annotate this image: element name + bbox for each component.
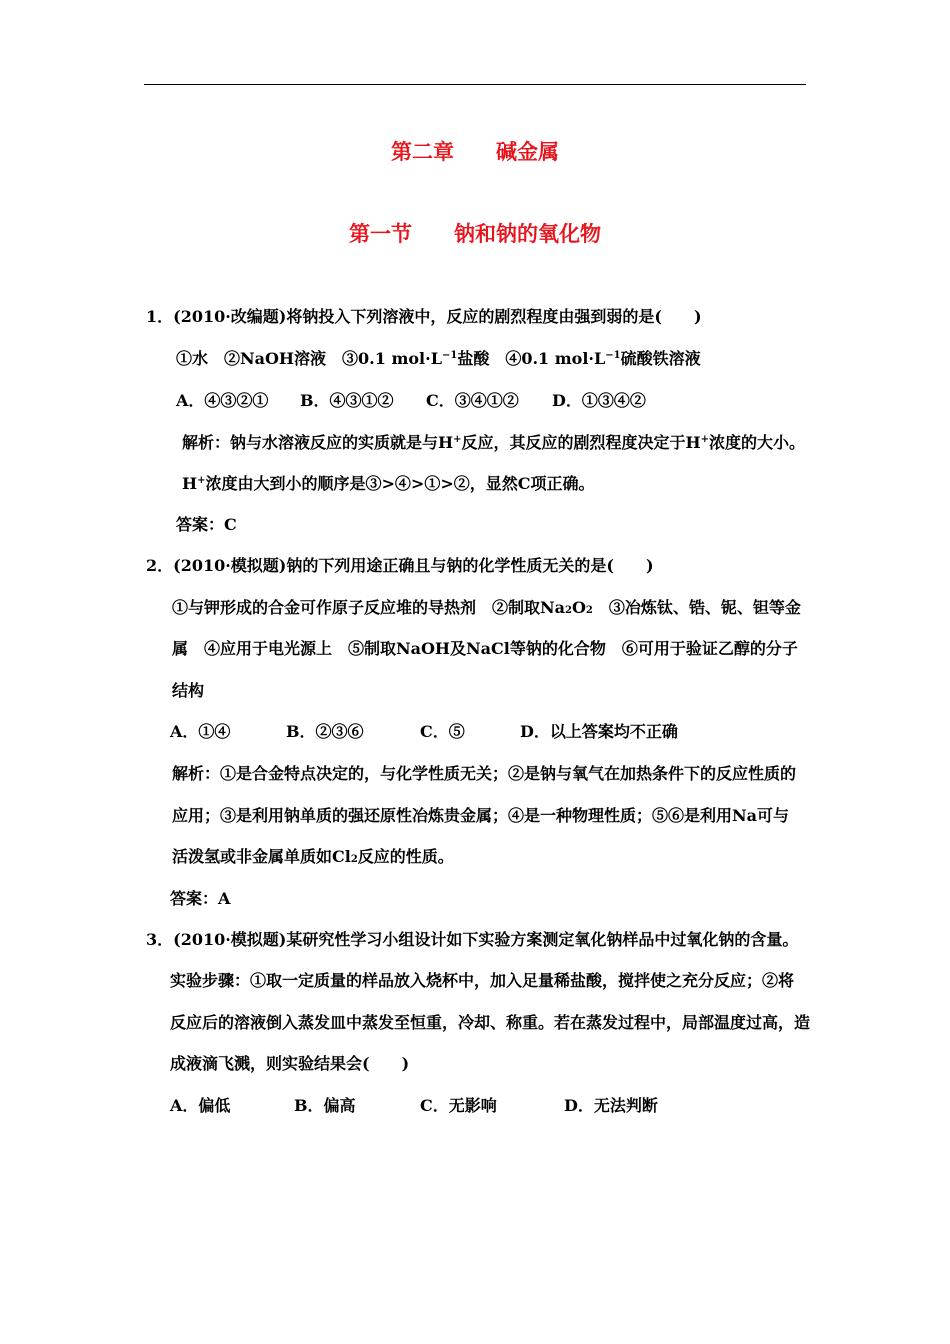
q3-stem: 3．(2010·模拟题)某研究性学习小组设计如下实验方案测定氧化钠样品中过氧化钠的含量。 bbox=[146, 930, 799, 949]
q1-plus-sup: + bbox=[197, 475, 206, 486]
q2-option-c: C．⑤ bbox=[420, 722, 465, 741]
q1-items-part3: 硫酸铁溶液 bbox=[620, 349, 701, 368]
q2-analysis-line3 bbox=[172, 846, 454, 868]
q2-option-d: D．以上答案均不正确 bbox=[520, 722, 678, 741]
q2-items-line3: 结构 bbox=[172, 681, 205, 700]
q3-option-a: A．偏低 bbox=[170, 1096, 231, 1115]
q3-option-d: D．无法判断 bbox=[564, 1096, 658, 1115]
q2-option-a: A．①④ bbox=[170, 722, 231, 741]
q2-analysis3-text-b: 反应的性质。 bbox=[357, 847, 454, 866]
q1-option-d: D．①③④② bbox=[552, 391, 646, 410]
q2-items1-sub1: 2 bbox=[565, 605, 572, 616]
q1-items-sup2: −1 bbox=[605, 350, 621, 361]
q2-items1-sub2: 2 bbox=[585, 605, 593, 616]
q1-answer: 答案：C bbox=[176, 515, 237, 534]
q2-items1-text-b: O bbox=[571, 598, 586, 617]
q1-plus-sup: + bbox=[700, 434, 710, 445]
q1-items bbox=[176, 348, 701, 370]
q1-stem: 1．(2010·改编题)将钠投入下列溶液中，反应的剧烈程度由强到弱的是( ) bbox=[146, 307, 702, 326]
q2-option-b: B．②③⑥ bbox=[286, 722, 364, 741]
q2-items1-text-a: ①与钾形成的合金可作原子反应堆的导热剂 ②制取Na bbox=[172, 598, 565, 617]
q1-items-part2: 盐酸 ④0.1 mol·L bbox=[457, 349, 606, 368]
q1-analysis2-text-a: H bbox=[182, 474, 198, 493]
q1-plus-sup: + bbox=[453, 434, 462, 445]
q2-analysis3-sub: 2 bbox=[350, 854, 358, 865]
section-title: 第一节 钠和钠的氧化物 bbox=[349, 222, 601, 246]
q1-option-b: B．④③①② bbox=[300, 391, 394, 410]
q1-analysis-line2 bbox=[182, 473, 594, 495]
q1-items-part1: ①水 ②NaOH溶液 ③0.1 mol·L bbox=[176, 349, 442, 368]
q2-items-line1 bbox=[172, 597, 801, 619]
q1-option-c: C．③④①② bbox=[426, 391, 519, 410]
q2-analysis-line1: 解析：①是合金特点决定的，与化学性质无关；②是钠与氧气在加热条件下的反应性质的 bbox=[172, 764, 797, 783]
q3-line4: 成液滴飞溅，则实验结果会( ) bbox=[170, 1054, 410, 1073]
q2-items1-text-c: ③冶炼钛、锆、铌、钽等金 bbox=[592, 598, 801, 617]
q1-option-a: A．④③②① bbox=[176, 391, 269, 410]
q1-analysis2-text-b: 浓度由大到小的顺序是③>④>①>②，显然C项正确。 bbox=[205, 474, 595, 493]
q1-analysis-text-c: 浓度的大小。 bbox=[709, 433, 806, 452]
q2-items-line2: 属 ④应用于电光源上 ⑤制取NaOH及NaCl等钠的化合物 ⑥可用于验证乙醇的分子 bbox=[172, 639, 798, 658]
q3-option-c: C．无影响 bbox=[420, 1096, 497, 1115]
q1-analysis-text-b: 反应，其反应的剧烈程度决定于H bbox=[461, 433, 701, 452]
q3-option-b: B．偏高 bbox=[294, 1096, 356, 1115]
q1-analysis-text-a: 解析：钠与水溶液反应的实质就是与H bbox=[182, 433, 454, 452]
q2-answer: 答案：A bbox=[170, 889, 231, 908]
header-rule bbox=[144, 84, 806, 85]
q1-items-sup1: −1 bbox=[441, 350, 458, 361]
q2-stem: 2．(2010·模拟题)钠的下列用途正确且与钠的化学性质无关的是( ) bbox=[146, 556, 654, 575]
q2-analysis-line2: 应用；③是利用钠单质的强还原性冶炼贵金属；④是一种物理性质；⑤⑥是利用Na可与 bbox=[172, 806, 789, 825]
chapter-title: 第二章 碱金属 bbox=[391, 140, 559, 164]
q3-line3: 反应后的溶液倒入蒸发皿中蒸发至恒重，冷却、称重。若在蒸发过程中，局部温度过高，造 bbox=[170, 1013, 811, 1032]
q1-analysis-line1 bbox=[182, 432, 805, 454]
q3-line2: 实验步骤：①取一定质量的样品放入烧杯中，加入足量稀盐酸，搅拌使之充分反应；②将 bbox=[170, 971, 795, 990]
q2-analysis3-text-a: 活泼氢或非金属单质如Cl bbox=[172, 847, 351, 866]
